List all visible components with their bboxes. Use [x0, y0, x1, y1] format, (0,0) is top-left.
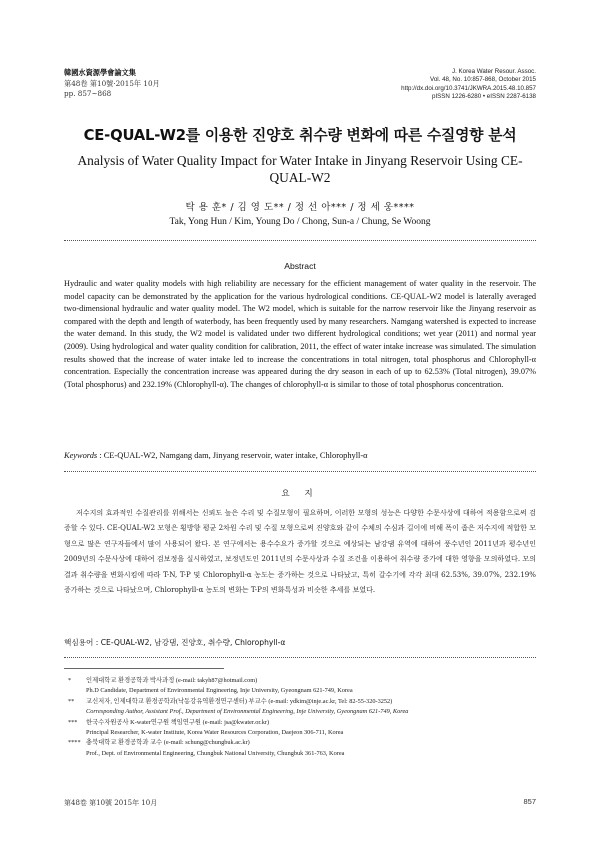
footnote-rule	[64, 668, 224, 669]
summary-text: 저수지의 효과적인 수질관리를 위해서는 신뢰도 높은 수리 및 수질모형이 필요하며, 이러한 모형의 성능은 다양한 수문사상에 대하여 적용함으로써 검증할 수 있다. CE-QUAL-W2 모형은 횡방향 평균 2차원 수리 및 수질 모형으로써 진양호와 같이 수체의 수심과 길이에 비해 폭이 좁은 저수지에 적합한 모형으로 많은 연구자들에서 많이 사용되어 왔다. 본 연구에서는 용수수요가 증가할 것으로 예상되는 남강댐 유역에 대하여 풍수년인 2011년과 평수년인 2009년의 수문사상에 대하여 검보정을 실시하였고, 보정년도인 2011년의 수문사상과 수질 조건을 이용하여 취수량 증가에 대한 영향을 모의하였다. 모의 결과 취수량을 변화시킴에 따라 T-N, T-P 및 Chlorophyll-α 농도는 증가하는 것으로 나타났고, 특히 갈수기에 각각 최대 62.53%, 39.07%, 232.19% 증가하는 것으로 나타났으며, Chlorophyll-α 농도의 변화는 T-P의 변화특성과 비슷한 추세를 보였다.	[64, 508, 536, 595]
volume-en: Vol. 48, No. 10:857-868, October 2015	[430, 76, 536, 84]
divider	[64, 657, 536, 658]
footnote-mark: *	[68, 677, 72, 684]
keywords-label: Keywords	[64, 451, 98, 460]
title-korean: CE-QUAL-W2를 이용한 진양호 취수량 변화에 따른 수질영향 분석	[83, 127, 517, 144]
journal-header-right	[401, 68, 536, 102]
divider	[64, 240, 536, 241]
footnote-line: 교신저자, 인제대학교 환경공학과(낙동강유역환경연구센터) 부교수 (e-mail: ydkim@inje.ac.kr, Tel: 82-55-320-3252)	[86, 697, 393, 705]
footnote-line: 인제대학교 환경공학과 박사과정 (e-mail: takyh87@hotmail.com)	[86, 677, 258, 684]
keywords	[64, 451, 536, 460]
footnote	[64, 738, 536, 759]
footnote-line: 한국수자원공사 K-water연구원 책임연구원 (e-mail: jsa@kwater.or.kr)	[86, 718, 270, 726]
footnote	[64, 718, 536, 739]
summary-heading: 요 지	[281, 489, 319, 499]
footer-volume: 第48卷 第10號 2015年 10月	[64, 799, 158, 807]
keywords-korean: 핵심용어 : CE-QUAL-W2, 남강댐, 진양호, 취수량, Chlorophyll-α	[64, 638, 286, 647]
journal-name-en: J. Korea Water Resour. Assoc.	[451, 68, 536, 75]
abstract-heading: Abstract	[284, 261, 316, 271]
footnote	[64, 697, 536, 718]
summary-body	[64, 505, 536, 597]
authors-english: Tak, Yong Hun / Kim, Young Do / Chong, Sun-a / Chung, Se Woong	[169, 217, 431, 227]
footnote-mark: **	[68, 697, 75, 705]
volume-ko: 第48卷 第10號·2015年 10月	[64, 78, 160, 88]
issn: pISSN 1226-6280 • eISSN 2287-6138	[432, 93, 536, 101]
footnote-line: Ph.D Candidate, Department of Environmental Engineering, Inje University, Gyeongnam 621-749, Korea	[86, 687, 353, 695]
divider	[64, 471, 536, 472]
page-range: pp. 857~868	[64, 89, 112, 98]
footnote-line: Prof., Dept. of Environmental Engineering, Chungbuk National University, Chungbuk 361-763, Korea	[86, 749, 345, 757]
authors-korean: 탁 용 훈* / 김 영 도** / 정 선 아*** / 정 세 웅****	[185, 202, 415, 213]
journal-name-ko: 韓國水資源學會論文集	[64, 68, 136, 77]
abstract-body	[64, 278, 536, 391]
footnote-line: Principal Researcher, K-water Institute, Korea Water Resources Corporation, Daejeon 306-711, Korea	[86, 729, 344, 737]
footnote-mark: ***	[68, 718, 78, 726]
keywords-list: : CE-QUAL-W2, Namgang dam, Jinyang reservoir, water intake, Chlorophyll-α	[97, 451, 368, 460]
page-number: 857	[523, 797, 536, 806]
title-english: Analysis of Water Quality Impact for Water Intake in Jinyang Reservoir Using CE-QUAL-W2	[77, 153, 523, 185]
journal-header-left	[64, 68, 160, 100]
footnote	[64, 676, 536, 697]
abstract-text: Hydraulic and water quality models with high reliability are necessary for the efficient management of water quality in the reservoir. The model capacity can be demonstrated by the application for the various hydrological conditions. CE-QUAL-W2 model is laterally averaged two-dimensional hydraulic and water quality model. The W2 model, which is suitable for the narrow reservoir like the Jinyang reservoir as compared with the depth and length of waterbody, has been frequently used by many researchers. Namgang watershed is expected to increase the water demand. In this study, the W2 model is validated under two different hydrological conditions; wet year (2011) and normal year (2009). Using hydrological and water quality condition for calibration, 2011, the effect of water intake increase was simulated. The simulation results showed that the increase of water intake led to increase the concentrations in total nitrogen, total phosphorus and Chlorophyll-α concentration. Especially the concentration increase was appeared during the dry season in each of up to 62.53% (Total nitrogen), 39.07% (Total phosphorus) and 232.19% (Chlorophyll-α). The changes of chlorophyll-α is similar to those of total phosphorus concentration.	[64, 279, 536, 389]
footnote-mark: ****	[68, 739, 81, 747]
doi-link[interactable]: http://dx.doi.org/10.3741/JKWRA.2015.48.10.857	[401, 84, 536, 92]
footnote-line: Corresponding Author, Assistant Prof., Department of Environmental Engineering, Inje University, Gyeongnam 621-749, Korea	[86, 708, 409, 716]
footnotes	[64, 676, 536, 759]
footnote-line: 충북대학교 환경공학과 교수 (e-mail: schung@chungbuk.ac.kr)	[86, 739, 250, 747]
